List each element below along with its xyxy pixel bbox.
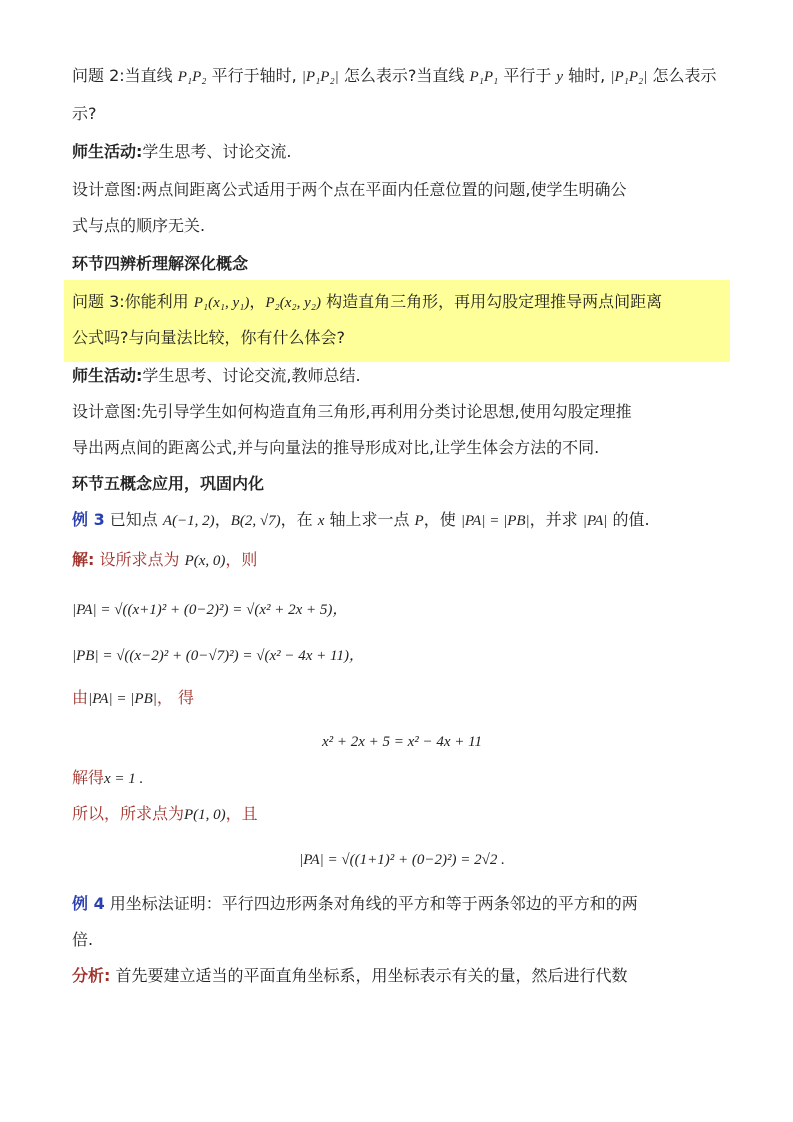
conclusion-line: [72, 800, 258, 828]
activity-label: 师生活动:: [72, 366, 143, 385]
equation-pa: |PA| = √((x+1)² + (0−2)²) = √(x² + 2x + 5)，: [72, 602, 348, 618]
by-condition: [72, 684, 194, 712]
question-3-line-2: 公式吗?与向量法比较，你有什么体会?: [72, 328, 345, 347]
design-intent-2-line-2: 导出两点间的距离公式,并与向量法的推导形成对比,让学生体会方法的不同.: [72, 438, 600, 457]
solution-intro: [72, 546, 257, 574]
example-label: 例 4: [72, 894, 105, 913]
var-p: P: [414, 513, 424, 529]
question-2-line-1: [72, 62, 716, 90]
q3-text: 问题 3:你能利用: [72, 292, 194, 311]
q2-text: 怎么表示: [647, 66, 717, 85]
activity-text: 学生思考、讨论交流,教师总结.: [142, 366, 361, 385]
condition-equation: |PA| = |PB|: [460, 513, 530, 529]
var-y: y: [556, 69, 564, 85]
activity-1: [72, 138, 292, 166]
segment-p1p1: P₁P₁: [469, 69, 499, 85]
section-4-title: 环节四辨析理解深化概念: [72, 254, 249, 273]
ex3-text: 的值.: [607, 510, 650, 529]
q2-text: 轴时,: [563, 66, 611, 85]
design-intent-1-line-1: 设计意图:两点间距离公式适用于两个点在平面内任意位置的问题,使学生明确公: [72, 180, 627, 199]
q2-text: 怎么表示?当直线: [338, 66, 470, 85]
example-3: [72, 506, 650, 534]
solution-text: ，则: [225, 550, 258, 569]
example-4-line-1: [72, 890, 638, 918]
question-3-line-1: [72, 288, 662, 316]
segment-p1p2: P₁P₂: [177, 69, 207, 85]
design-intent-2-line-1: 设计意图:先引导学生如何构造直角三角形,再利用分类讨论思想,使用勾股定理推: [72, 402, 632, 421]
abs-p1p2: |P₁P₂|: [301, 69, 339, 85]
ex3-separator: ，: [214, 510, 231, 529]
point-p: P(x, 0): [184, 553, 226, 569]
equation-middle: x² + 2x + 5 = x² − 4x + 11: [321, 734, 483, 750]
design-intent-1-line-2: 式与点的顺序无关.: [72, 216, 206, 235]
q3-text: 构造直角三角形，再用勾股定理推导两点间距离: [321, 292, 663, 311]
abs-p1p2: |P₁P₂|: [610, 69, 648, 85]
var-x: x: [317, 513, 325, 529]
activity-2: [72, 362, 361, 390]
activity-label: 师生活动:: [72, 142, 143, 161]
solved-line: [72, 764, 143, 792]
abs-pa: |PA|: [582, 513, 608, 529]
question-2-line-2: 示?: [72, 104, 97, 123]
section-5-title: 环节五概念应用，巩固内化: [72, 474, 265, 493]
point-b: B(2, √7): [230, 513, 281, 529]
example-4-line-2: 倍.: [72, 930, 94, 949]
example-label: 例 3: [72, 510, 105, 529]
activity-text: 学生思考、讨论交流.: [142, 142, 292, 161]
point-p2: P₂(x₂, y₂): [265, 295, 322, 311]
q2-text: 平行于轴时,: [206, 66, 302, 85]
point-a: A(−1, 2): [162, 513, 215, 529]
analysis-text: 首先要建立适当的平面直角坐标系，用坐标表示有关的量，然后进行代数: [110, 966, 628, 985]
q3-separator: ，: [249, 292, 266, 311]
ex3-text: ，并求: [529, 510, 583, 529]
ex3-text: ，在: [280, 510, 318, 529]
solution-text: 设所求点为: [94, 550, 185, 569]
equation-pb: |PB| = √((x−2)² + (0−√7)²) = √(x² − 4x + 11)，: [72, 648, 364, 664]
q2-text: 问题 2:当直线: [72, 66, 178, 85]
solution-label: 解:: [72, 550, 95, 569]
ex3-text: 轴上求一点: [324, 510, 415, 529]
equation-final: |PA| = √((1+1)² + (0−2)²) = 2√2 .: [299, 852, 505, 868]
point-p1: P₁(x₁, y₁): [193, 295, 250, 311]
analysis-label: 分析:: [72, 966, 111, 985]
ex3-text: ，使: [423, 510, 461, 529]
q2-text: 平行于: [498, 66, 557, 85]
analysis-line: [72, 962, 628, 990]
solved-label: 解得: [72, 768, 105, 787]
solved-equation: x = 1 .: [104, 771, 144, 787]
ex4-text: 用坐标法证明：平行四边形两条对角线的平方和等于两条邻边的平方和的两: [104, 894, 638, 913]
ex3-text: 已知点: [104, 510, 163, 529]
point-p-result: P(1, 0): [184, 807, 226, 823]
by-label: 由: [72, 688, 89, 707]
conclusion-tail: ，且: [225, 804, 258, 823]
conclusion-label: 所以，所求点为: [72, 804, 185, 823]
get-label: ， 得: [156, 688, 194, 707]
condition-equation: |PA| = |PB|: [88, 691, 157, 707]
